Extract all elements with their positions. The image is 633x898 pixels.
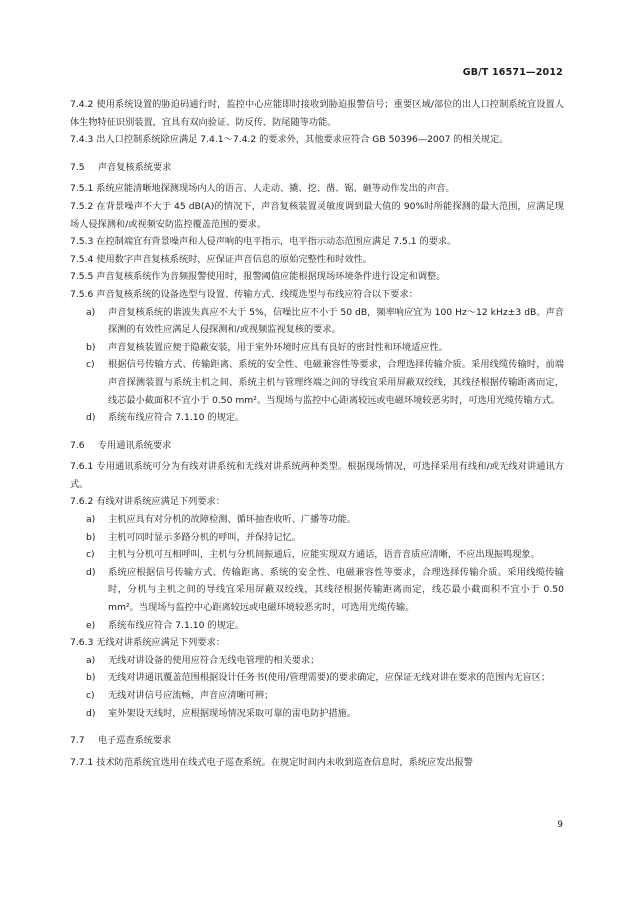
list-item-text: 主机应具有对分机的故障检测、循环抽查收听、广播等功能。: [108, 514, 357, 526]
list-item-label: d): [86, 707, 96, 719]
list-item: [70, 356, 564, 409]
list-item-label: a): [86, 514, 96, 526]
clause-paragraph: 7.6.1 专用通讯系统可分为有线对讲系统和无线对讲系统两种类型。根据现场情况，可选择采用有线和/或无线对讲通讯方式。: [70, 461, 564, 490]
clause-paragraph: 7.5.1 系统应能清晰地探测现场内人的语言、人走动、撬、挖、凿、锯、砸等动作发出的声音。: [70, 183, 455, 195]
list-item: [70, 409, 564, 427]
list-item-text: 声音复核装置应便于隐蔽安装，用于室外环境时应具有良好的密封性和环境适应性。: [108, 341, 448, 353]
clause-paragraph: 7.4.2 使用系统设置的胁迫码通行时，监控中心应能即时接收到胁迫报警信号；重要区域/部位的出人口控制系统宜设置人体生物特征识别装置，宜具有双向验证、防反传、防尾随等功能。: [70, 99, 564, 128]
section-heading: [70, 159, 564, 177]
list-item-text: 主机可同时显示多路分机的呼叫，并保持记忆。: [108, 531, 301, 543]
clause-paragraph: 7.5.3 在控制端宜有背景噪声和人侵声响的电平指示，电平指示动态范围应满足 7.5.1 的要求。: [70, 236, 457, 248]
clause-paragraph: 7.5.6 声音复核系统的设备选型与设置、传输方式、线缆选型与布线应符合以下要求：: [70, 288, 418, 300]
clause-paragraph: 7.5.4 使用数字声音复核系统时，应保证声音信息的原始完整性和时效性。: [70, 253, 372, 265]
list-item-label: c): [86, 690, 95, 701]
section-number: 7.7: [70, 735, 85, 747]
list-item: [70, 304, 564, 339]
list-item: [70, 339, 564, 357]
list-item-label: a): [86, 306, 96, 318]
list-item-label: e): [86, 619, 96, 631]
section-heading: [70, 732, 564, 750]
section-number: 7.5: [70, 161, 85, 173]
clause-paragraph: 7.6.3 无线对讲系统应满足下列要求：: [70, 637, 225, 649]
list-item-text: 无线对讲通讯覆盖范围根据设计任务书(使用/管理需要)的要求确定，应保证无线对讲在要求的范围内无盲区；: [108, 672, 551, 684]
list-item-text: 无线对讲信号应流畅，声音应清晰可辨；: [108, 690, 274, 701]
section-heading: [70, 437, 564, 455]
list-item-text: 系统应根据信号传输方式、传输距离、系统的安全性、电磁兼容性等要求，合理选择传输介质。采用线缆传输时，分机与主机之间的导线宜采用屏蔽双绞线，其线径根据传输距离而定，线芯最小截面积不宜小于 0.50 mm²。当现场与监控中心距离较远或电磁环境较恶劣时，可选用光缆传输。: [108, 566, 564, 614]
clause-paragraph: 7.5.2 在背景噪声不大于 45 dB(A)的情况下，声音复核装置灵敏度调到最大值的 90%时所能探测的最大范围，应满足现场人侵探测和/或视频安防监控覆盖范围的要求。: [70, 200, 564, 230]
list-item: [70, 617, 564, 635]
list-item: [70, 546, 564, 564]
clause-paragraph: 7.5.5 声音复核系统作为音频报警使用时，报警阈值应能根据现场环境条件进行设定和调整。: [70, 271, 446, 283]
list-item-text: 室外架设天线时，应根据现场情况采取可靠的雷电防护措施。: [108, 707, 357, 719]
section-number: 7.6: [70, 439, 85, 451]
list-item-label: c): [86, 549, 95, 561]
section-title: 电子巡查系统要求: [97, 735, 172, 747]
list-item-label: b): [86, 341, 96, 353]
standard-code: GB/T 16571—2012: [462, 67, 563, 78]
section-title: 专用通讯系统要求: [97, 439, 172, 451]
list-item-label: c): [86, 359, 95, 371]
clause-paragraph: 7.6.2 有线对讲系统应满足下列要求：: [70, 496, 225, 508]
list-item: [70, 529, 564, 547]
section-title: 声音复核系统要求: [97, 161, 172, 173]
page-number: 9: [557, 820, 563, 830]
list-item: [70, 705, 564, 723]
list-item: [70, 511, 564, 529]
clause-paragraph: 7.4.3 出人口控制系统除应满足 7.4.1～7.4.2 的要求外，其他要求应符合 GB 50396—2007 的相关规定。: [70, 134, 509, 146]
list-item-text: 无线对讲设备的使用应符合无线电管理的相关要求；: [108, 654, 320, 666]
list-item-label: b): [86, 531, 96, 543]
list-item-text: 根据信号传输方式、传输距离、系统的安全性、电磁兼容性等要求，合理选择传输介质。采用线缆传输时，前端声音探测装置与系统主机之间、系统主机与管理终端之间的导线宜采用屏蔽双绞线，其线径根据传输距离而定，线芯最小截面积不宜小于 0.50 mm²。当现场与监控中心距离较远或电磁环境较恶劣时，可选用光缆传输方式。: [108, 359, 564, 406]
list-item-text: 声音复核系统的谐波失真应不大于 5%，信噪比应不小于 50 dB，频率响应宜为 100 Hz～12 kHz±3 dB。声音探测的有效性应满足人侵探测和/或视频监视复核的要求。: [108, 306, 564, 336]
list-item-label: b): [86, 672, 96, 684]
list-item: [70, 687, 564, 705]
document-body: [70, 96, 564, 771]
list-item-text: 主机与分机可互相呼叫，主机与分机间振通后，应能实现双方通话，语音音质应清晰，不应出现振鸣现象。: [108, 549, 540, 561]
list-item: [70, 564, 564, 617]
list-item-text: 系统布线应符合 7.1.10 的规定。: [108, 619, 245, 631]
list-item-text: 系统布线应符合 7.1.10 的规定。: [108, 412, 245, 424]
list-item: [70, 669, 564, 687]
list-item-label: d): [86, 412, 96, 424]
list-item: [70, 652, 564, 670]
clause-paragraph: 7.7.1 技术防范系统宜选用在线式电子巡查系统。在规定时间内未收到巡查信息时，系统应发出报警: [70, 756, 473, 768]
list-item-label: a): [86, 654, 96, 666]
list-item-label: d): [86, 566, 96, 578]
